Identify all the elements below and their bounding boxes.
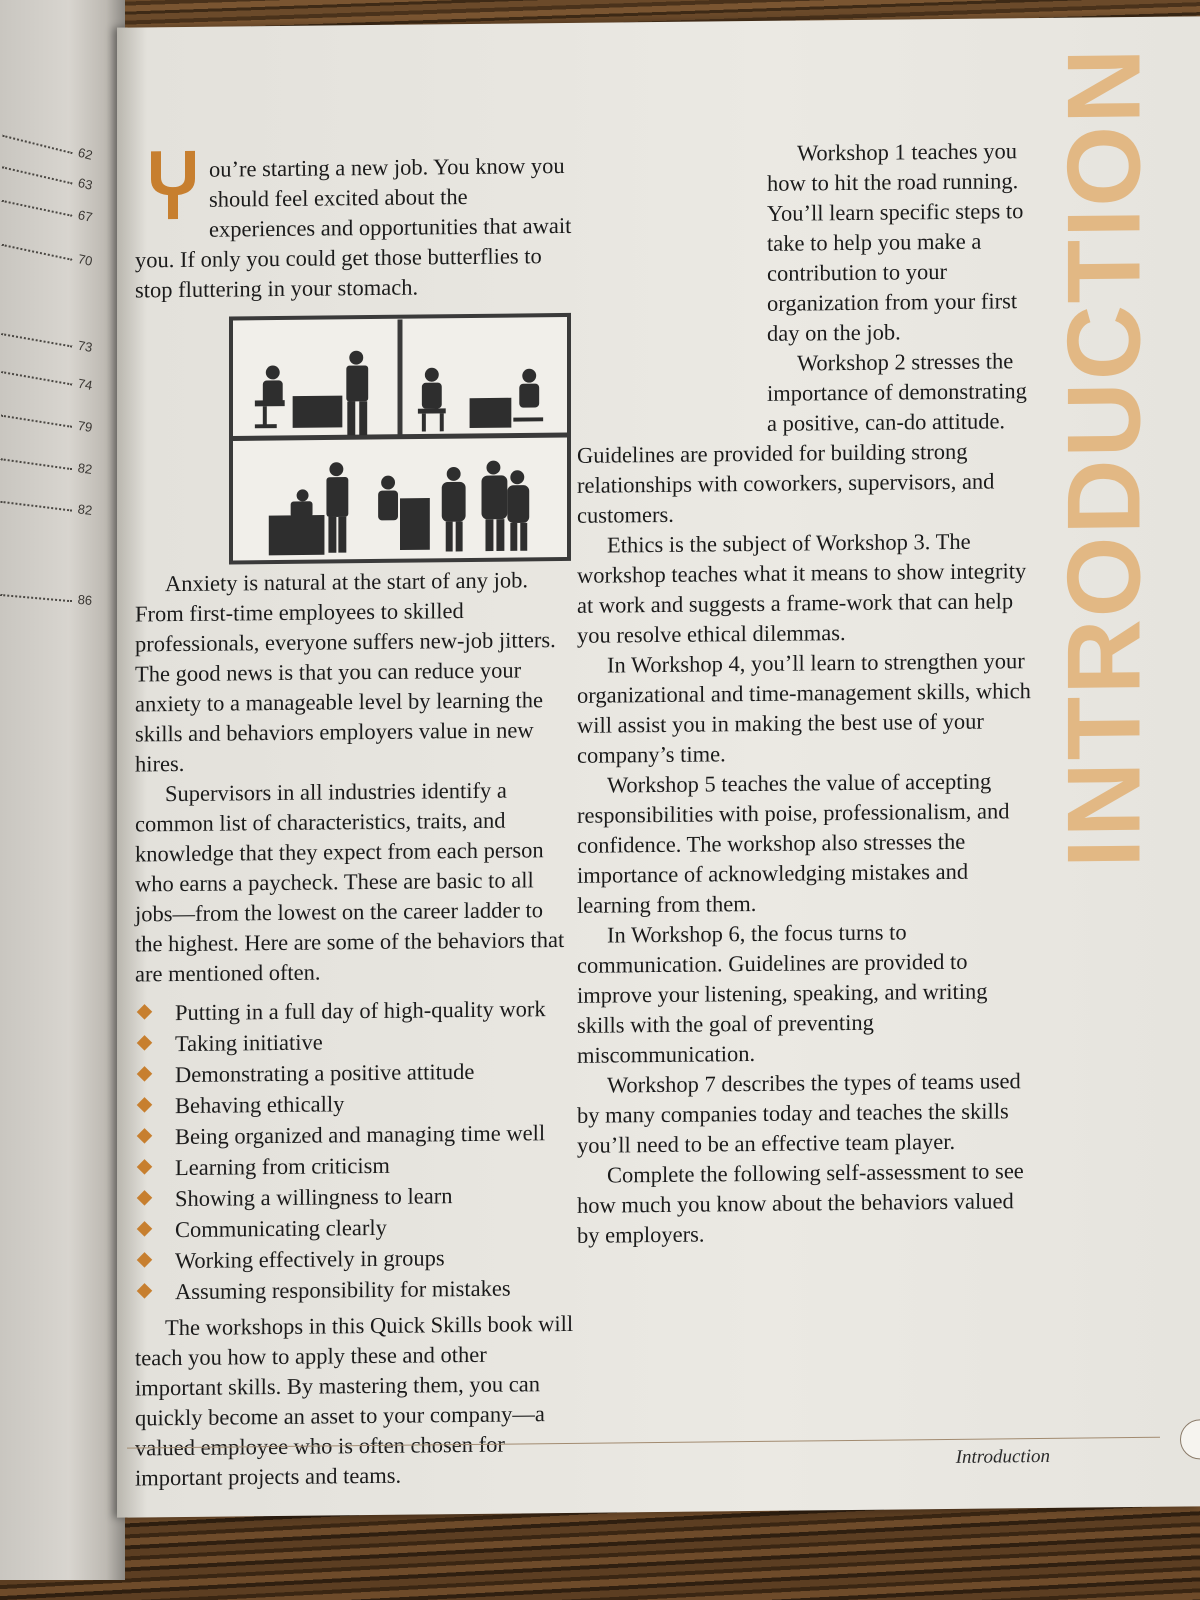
toc-entry: 67 xyxy=(1,193,94,226)
page-number-tab xyxy=(1180,1419,1200,1459)
workshop-4-paragraph: In Workshop 4, you’ll learn to strengthen your organizational and time-management skills, which will assist you in making the best use of your company’s time. xyxy=(577,648,1031,768)
workshop-3-paragraph: Ethics is the subject of Workshop 3. The workshop teaches what it means to show integrity at work and suggests a frame-work that can help you resolve ethical dilemmas. xyxy=(577,528,1027,648)
intro-paragraph xyxy=(135,151,575,306)
running-footer: Introduction xyxy=(955,1445,1050,1468)
toc-entry: 62 xyxy=(1,128,94,164)
anxiety-paragraph: Anxiety is natural at the start of any job. From first-time employees to skilled professionals, everyone suffers new-job jitters. The good news is that you can reduce your anxiety to a manageable level by learning the skills and behaviors employers value in new hires. xyxy=(135,567,556,777)
diamond-bullet-icon xyxy=(137,1283,153,1299)
book-page xyxy=(117,16,1200,1517)
list-item: Behaving ethically xyxy=(135,1086,575,1122)
diamond-bullet-icon xyxy=(137,1004,153,1020)
list-item: Demonstrating a positive attitude xyxy=(135,1055,575,1091)
list-item: Being organized and managing time well xyxy=(135,1117,575,1153)
diamond-bullet-icon xyxy=(137,1035,153,1051)
toc-entry: 74 xyxy=(0,364,93,394)
list-item: Showing a willingness to learn xyxy=(135,1179,575,1215)
list-item: Working effectively in groups xyxy=(135,1241,575,1277)
workshop-6-paragraph: In Workshop 6, the focus turns to communication. Guidelines are provided to improve your listening, speaking, and writing skills with the goal of preventing miscommunication. xyxy=(577,919,988,1068)
self-assessment-paragraph: Complete the following self-assessment to see how much you know about the behaviors valued by employers. xyxy=(577,1158,1024,1248)
diamond-bullet-icon xyxy=(137,1252,153,1268)
toc-entry: 73 xyxy=(0,326,93,356)
drop-cap-y-glyph xyxy=(147,149,199,222)
list-item: Putting in a full day of high-quality work xyxy=(135,993,575,1029)
chapter-title-text: INTRODUCTION xyxy=(1046,46,1163,869)
workshops-paragraph: The workshops in this Quick Skills book will teach you how to apply these and other important skills. By mastering them, you can quickly become an asset to your company—a valued employee who is often chosen for important projects and teams. xyxy=(135,1310,574,1491)
toc-entry: 79 xyxy=(0,408,93,436)
diamond-bullet-icon xyxy=(137,1128,153,1144)
diamond-bullet-icon xyxy=(137,1221,153,1237)
toc-entry: 82 xyxy=(0,451,93,478)
right-column xyxy=(577,136,1037,1251)
office-scenes-illustration xyxy=(229,313,571,565)
diamond-bullet-icon xyxy=(137,1159,153,1175)
behaviors-list xyxy=(135,993,575,1308)
left-column xyxy=(135,151,575,1494)
workshop-2-paragraph: Workshop 2 stresses the importance of demonstrating a positive, can-do attitude. Guidelines are provided for building strong relationships with coworkers, supervisors, and customers. xyxy=(577,348,1027,528)
workshop-7-paragraph: Workshop 7 describes the types of teams used by many companies today and teaches the skills you’ll need to be an effective team player. xyxy=(577,1068,1021,1158)
list-item: Communicating clearly xyxy=(135,1210,575,1246)
toc-entry: 70 xyxy=(1,237,94,270)
supervisors-paragraph: Supervisors in all industries identify a common list of characteristics, traits, and knowledge that they expect from each person who earns a paycheck. These are basic to all jobs—from the lowest on the career ladder to the highest. Here are some of the behaviors that are mentioned often. xyxy=(135,777,565,987)
list-item: Learning from criticism xyxy=(135,1148,575,1184)
diamond-bullet-icon xyxy=(137,1097,153,1113)
previous-page-edge xyxy=(0,0,125,1580)
list-item: Assuming responsibility for mistakes xyxy=(135,1272,575,1308)
paragraph-text: ou’re starting a new job. You know you should feel excited about the experiences and opportunities that await you. If only you could get those butterflies to stop fluttering in your stomach. xyxy=(135,152,572,303)
diamond-bullet-icon xyxy=(137,1066,153,1082)
workshop-5-paragraph: Workshop 5 teaches the value of accepting responsibilities with poise, professionalism, and confidence. The workshop also stresses the importance of acknowledging mistakes and learning from them. xyxy=(577,768,1010,918)
diamond-bullet-icon xyxy=(137,1190,153,1206)
toc-entry: 82 xyxy=(0,494,93,519)
illustration-wrap-space xyxy=(577,139,753,441)
list-item: Taking initiative xyxy=(135,1024,575,1060)
drop-cap xyxy=(147,149,199,218)
toc-entry: 86 xyxy=(0,587,93,609)
illustration-svg xyxy=(233,317,567,560)
toc-entry: 63 xyxy=(1,159,94,193)
workshop-1-paragraph: Workshop 1 teaches you how to hit the road running. You’ll learn specific steps to take to help you make a contribution to your organization from your first day on the job. xyxy=(767,138,1024,346)
chapter-title xyxy=(1046,46,1163,869)
